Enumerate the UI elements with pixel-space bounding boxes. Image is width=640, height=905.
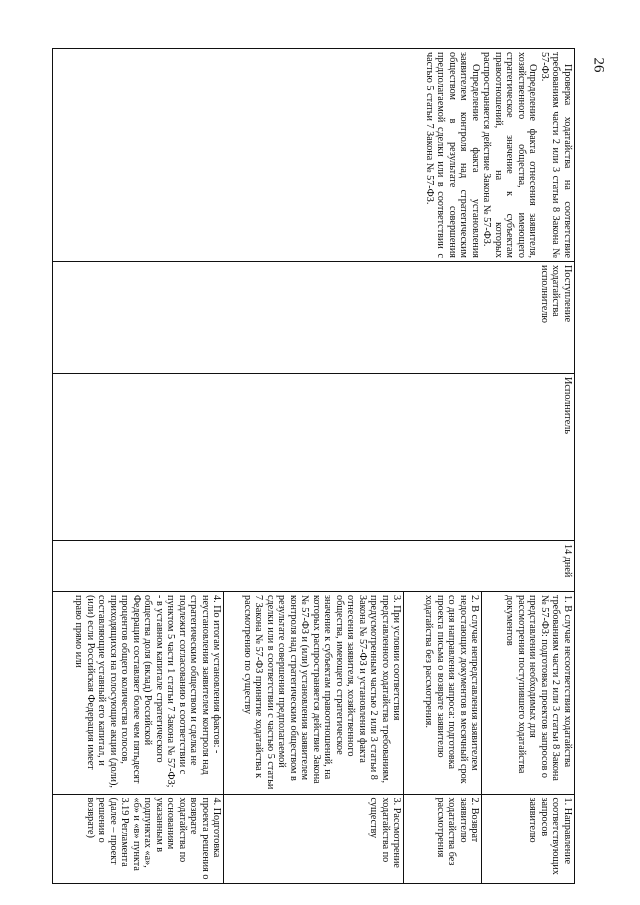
procedure-table [52, 48, 575, 884]
outcome-result: 3. Рассмотрение ходатайства по существу [224, 794, 404, 884]
outcome-condition: 1. В случае несоответствия ходатайства требованиям части 2 или 3 статьи 8 Закона № 57-ФЗ: подготовка проектов запросов о представлении необходимых для рассмотрения поступившего ходатайства документов [482, 592, 574, 794]
rotated-table-sheet [52, 48, 575, 883]
outcome-row [224, 592, 404, 884]
check-paragraph-3: Определение факта установления заявителем контроля над стратегическим обществом в результате совершения предполагаемой сделки или в соответствии с частью 5 статьи 7 Закона № 57-ФЗ. [424, 52, 481, 258]
deadline-cell: 14 дней [53, 541, 575, 592]
check-paragraph-1: Проверка ходатайства на соответствие требованиям части 2 или 3 статьи 8 Закона № 57-ФЗ. [539, 52, 573, 258]
trigger-cell: Поступление ходатайства исполнителю [53, 262, 575, 374]
outcome-condition: 4. По итогам установления фактов: - неустановления заявителем контроля над стратегическим обществом и сделка не подлежит согласованию в соответствии с пунктом 5 части 1 статьи 7 Закона № 57-ФЗ; - в уставном капитале стратегического общества доля (вклад) Российской Федерации составляет более чем пятьдесят процентов общего количества голосов, приходящихся на голосующие акции (доли), составляющие уставный его капитал, и (или) если Российская Федерация имеет право прямо или [53, 592, 224, 794]
page-number: 26 [590, 57, 607, 73]
outcome-result: 1. Направление соответствующих запросов заявителю [482, 794, 574, 884]
check-paragraph-2: Определение факта отнесения заявителя, хозяйственного общества, имеющего стратегическое значение к субъектам правоотношений, на которых распространяется действие Закона № 57-ФЗ. [481, 52, 539, 258]
outcome-result: 2. Возврат заявителю ходатайства без рассмотрения [404, 794, 482, 884]
outcome-row [404, 592, 482, 884]
outcome-row [53, 592, 224, 884]
outcome-result: 4. Подготовка проекта решения о возврате ходатайства по основаниям указанным в подпунктах «а», «б» и «в» пункта 3.19 Регламента (далее – проект решения о возврате) [53, 794, 224, 884]
outcomes-table [53, 592, 574, 884]
outcome-condition: 3. При условии соответствия представленного ходатайства требованиям, предусмотренным частью 2 или 3 статьи 8 Закона № 57-ФЗ и установления факта отнесения заявителя, хозяйственного общества, имеющего стратегическое значение к субъектам правоотношений, на которых распространяется действие Закона № 57-ФЗ и (или) установления заявителем контроля над стратегическим обществом в результате совершения предполагаемой сделки или в соответствии с частью 5 статьи 7 Закона № 57-ФЗ принятие ходатайства к рассмотрению по существу [224, 592, 404, 794]
outcome-row [482, 592, 574, 884]
executor-cell: Исполнитель [53, 374, 575, 541]
outcome-condition: 2. В случае непредставления заявителем недостающих документов в месячный срок со дня направления запроса: подготовка проекта письма о возврате заявителю ходатайства без рассмотрения. [404, 592, 482, 794]
check-description-cell [53, 49, 575, 262]
outcomes-cell [53, 592, 575, 884]
